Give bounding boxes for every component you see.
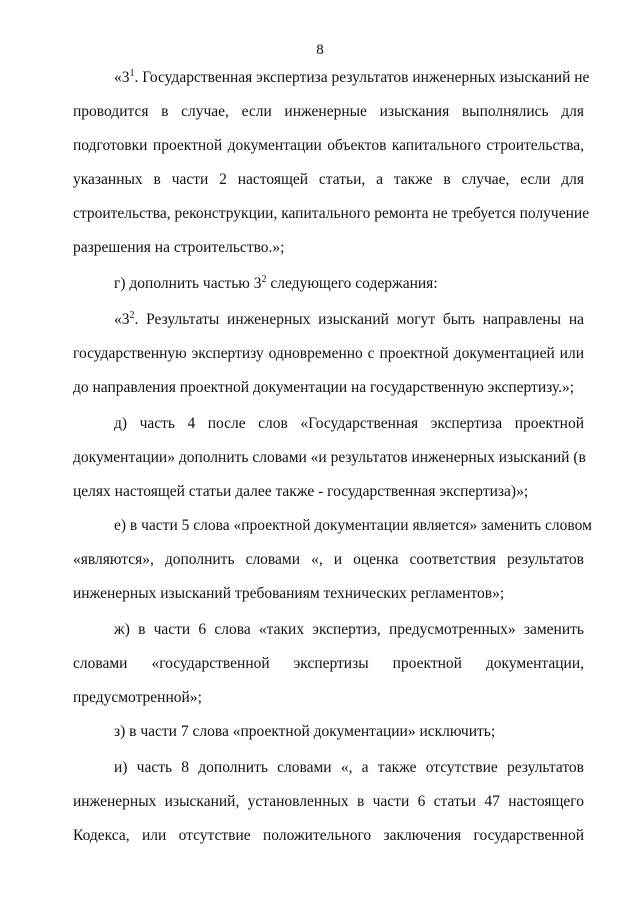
paragraph-line: указанных в части 2 настоящей статьи, а также в случае, если для <box>73 171 584 188</box>
paragraph-line: д) часть 4 после слов «Государственная экспертиза проектной <box>114 415 584 432</box>
paragraph-line: государственную экспертизу одновременно с проектной документацией или <box>73 345 584 362</box>
superscript: 2 <box>129 310 135 321</box>
paragraph-line: документации» дополнить словами «и результатов инженерных изысканий (в <box>73 449 586 466</box>
page-number: 8 <box>316 42 324 58</box>
paragraph-line: и) часть 8 дополнить словами «, а также отсутствие результатов <box>114 759 584 776</box>
paragraph-line: предусмотренной»; <box>73 689 202 706</box>
paragraph-line: подготовки проектной документации объектов капитального строительства, <box>73 137 584 154</box>
paragraph-line: инженерных изысканий, установленных в части 6 статьи 47 настоящего <box>73 793 584 810</box>
paragraph-line: до направления проектной документации на государственную экспертизу.»; <box>73 379 575 396</box>
paragraph-line: словами «государственной экспертизы проектной документации, <box>73 655 584 672</box>
paragraph-line: разрешения на строительство.»; <box>73 239 285 256</box>
paragraph-line: Кодекса, или отсутствие положительного заключения государственной <box>73 827 584 844</box>
paragraph-line: «$3^1$. Государственная экспертиза результатов инженерных изысканий не <box>114 68 590 86</box>
paragraph-line: целях настоящей статьи далее также - государственная экспертиза)»; <box>73 483 529 500</box>
paragraph-line: строительства, реконструкции, капитального ремонта не требуется получение <box>73 205 590 222</box>
paragraph-line: инженерных изысканий требованиям технических регламентов»; <box>73 585 505 602</box>
superscript: 2 <box>261 274 267 285</box>
paragraph-line: е) в части 5 слова «проектной документации является» заменить словом <box>114 517 592 534</box>
paragraph-line: проводится в случае, если инженерные изыскания выполнялись для <box>73 103 584 120</box>
paragraph-line: з) в части 7 слова «проектной документации» исключить; <box>114 723 496 740</box>
superscript: 1 <box>129 68 135 79</box>
paragraph-line: «являются», дополнить словами «, и оценка соответствия результатов <box>73 551 584 568</box>
paragraph-line: ж) в части 6 слова «таких экспертиз, предусмотренных» заменить <box>114 621 584 638</box>
paragraph-line: г) дополнить частью $3^2$ следующего содержания: <box>114 274 438 292</box>
paragraph-line: «$3^2$. Результаты инженерных изысканий могут быть направлены на <box>114 310 584 328</box>
